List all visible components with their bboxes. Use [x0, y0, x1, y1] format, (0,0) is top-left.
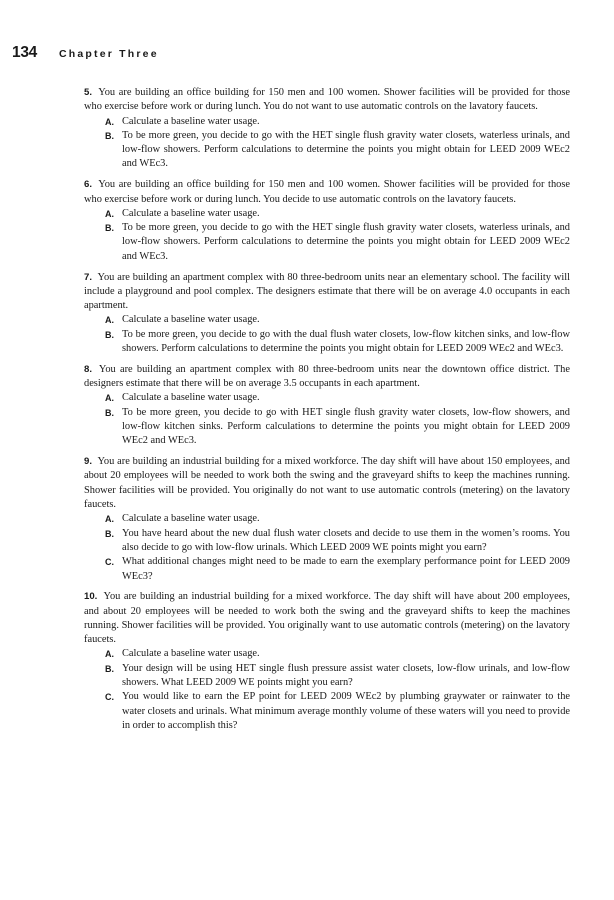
- problem-9: [84, 455, 570, 584]
- sub-question: [84, 129, 570, 172]
- sub-question-letter: B.: [105, 663, 114, 674]
- sub-question-text: Calculate a baseline water usage.: [122, 513, 260, 525]
- sub-question: [84, 328, 570, 357]
- sub-question-letter: A.: [105, 208, 114, 219]
- problem-text: You are building an office building for 150 men and 100 women. Shower facilities will be provided for those who exercise before work or during lunch. You do not want to use automatic controls on the lavatory faucets.: [84, 87, 570, 113]
- sub-question-letter: A.: [105, 393, 114, 404]
- sub-question-letter: A.: [105, 649, 114, 660]
- sub-question-letter: B.: [105, 528, 114, 539]
- sub-question-text: Calculate a baseline water usage.: [122, 115, 260, 127]
- sub-question-letter: C.: [105, 692, 114, 703]
- sub-question: [84, 512, 570, 526]
- sub-question-text: What additional changes might need to be made to earn the exemplary performance point for LEED 2009 WEc3?: [122, 556, 570, 582]
- sub-question-letter: A.: [105, 116, 114, 127]
- sub-question-text: To be more green, you decide to go with HET single flush gravity water closets, low-flow showers, and low-flow kitchen sinks. Perform calculations to determine the points you might obtain for LEED 2009 WEc2 and WEc3.: [122, 406, 570, 447]
- sub-question-text: To be more green, you decide to go with the HET single flush gravity water closets, waterless urinals, and low-flow showers. Perform calculations to determine the points you might obtain for LEED 2009 WEc2 and WEc3.: [122, 129, 570, 170]
- problem-10: [84, 590, 570, 733]
- problem-8: [84, 363, 570, 449]
- problem-text: You are building an apartment complex with 80 three-bedroom units near the downtown office district. The designers estimate that there will be on average 3.5 occupants in each apartment.: [84, 363, 570, 390]
- sub-question: [84, 406, 570, 449]
- problem-text: You are building an industrial building for a mixed workforce. The day shift will have about 150 employees, and about 20 employees will be needed to work both the swing and the graveyard shifts to keep the machines running. Shower facilities will be provided. You originally do not want to use automatic controls (metering) on the lavatory faucets.: [84, 456, 570, 511]
- sub-question-letter: A.: [105, 514, 114, 525]
- sub-question-letter: B.: [105, 407, 114, 418]
- sub-question: [84, 555, 570, 584]
- problem-text: You are building an apartment complex with 80 three-bedroom units near an elementary school. The facility will include a playground and pool complex. The designers estimate that there will be on average 4.0 occupants in each apartment.: [84, 271, 570, 312]
- sub-question-text: Your design will be using HET single flush pressure assist water closets, low-flow urinals, and low-flow showers. What LEED 2009 WE points might you earn?: [122, 662, 570, 689]
- sub-question: [84, 527, 570, 556]
- problem-7: [84, 271, 570, 357]
- sub-question: [84, 391, 570, 405]
- sub-question: [84, 313, 570, 327]
- sub-question-text: To be more green, you decide to go with the HET single flush gravity water closets, waterless urinals, and low-flow showers. Perform calculations to determine the points you might obtain for LEED 2009 WEc2 and WEc3.: [122, 222, 570, 262]
- problem-number: 9.: [84, 456, 93, 468]
- chapter-title: Chapter Three: [58, 48, 159, 60]
- problem-list: [84, 86, 570, 740]
- sub-question-text: To be more green, you decide to go with the dual flush water closets, low-flow kitchen sinks, and low-flow showers. Perform calculations to determine the points you might obtain for LEED 2009 WEc2 and WEc3.: [122, 328, 570, 355]
- problem-6: [84, 178, 570, 264]
- problem-number: 7.: [84, 271, 93, 283]
- sub-question-text: Calculate a baseline water usage.: [122, 207, 260, 219]
- page-number: 134: [12, 44, 37, 61]
- sub-question: [84, 115, 570, 129]
- sub-question-letter: B.: [105, 130, 114, 141]
- sub-question: [84, 662, 570, 691]
- sub-question-text: Calculate a baseline water usage.: [122, 392, 260, 404]
- problem-text: You are building an office building for 150 men and 100 women. Shower facilities will be provided for those who exercise before work or during lunch. You decide to use automatic controls on the lavatory faucets.: [84, 179, 570, 205]
- problem-number: 8.: [84, 363, 93, 375]
- problem-number: 6.: [84, 179, 93, 191]
- sub-question-text: You have heard about the new dual flush water closets and decide to use them in the women’s rooms. You also decide to go with low-flow urinals. Which LEED 2009 WE points might you earn?: [122, 527, 570, 553]
- problem-number: 5.: [84, 87, 93, 98]
- sub-question: [84, 207, 570, 221]
- problem-text: You are building an industrial building for a mixed workforce. The day shift will have about 200 employees, and about 20 employees will be needed to work both the swing and the graveyard shifts to keep the machines running. Shower facilities will be provided. You originally want to use automatic controls (metering) on the lavatory faucets.: [84, 591, 570, 646]
- sub-question-text: Calculate a baseline water usage.: [122, 648, 260, 660]
- problem-number: 10.: [84, 591, 98, 603]
- sub-question: [84, 690, 570, 733]
- sub-question: [84, 647, 570, 661]
- problem-5: [84, 86, 570, 172]
- sub-question-text: Calculate a baseline water usage.: [122, 314, 260, 326]
- sub-question-letter: C.: [105, 557, 114, 568]
- sub-question-letter: A.: [105, 315, 114, 326]
- page-header: [12, 44, 159, 64]
- sub-question-letter: B.: [105, 223, 114, 234]
- sub-question-text: You would like to earn the EP point for LEED 2009 WEc2 by plumbing graywater or rainwater to the water closets and urinals. What minimum average monthly volume of these waters will you need to provide in order to accomplish this?: [122, 691, 570, 731]
- sub-question-letter: B.: [105, 329, 114, 340]
- sub-question: [84, 221, 570, 264]
